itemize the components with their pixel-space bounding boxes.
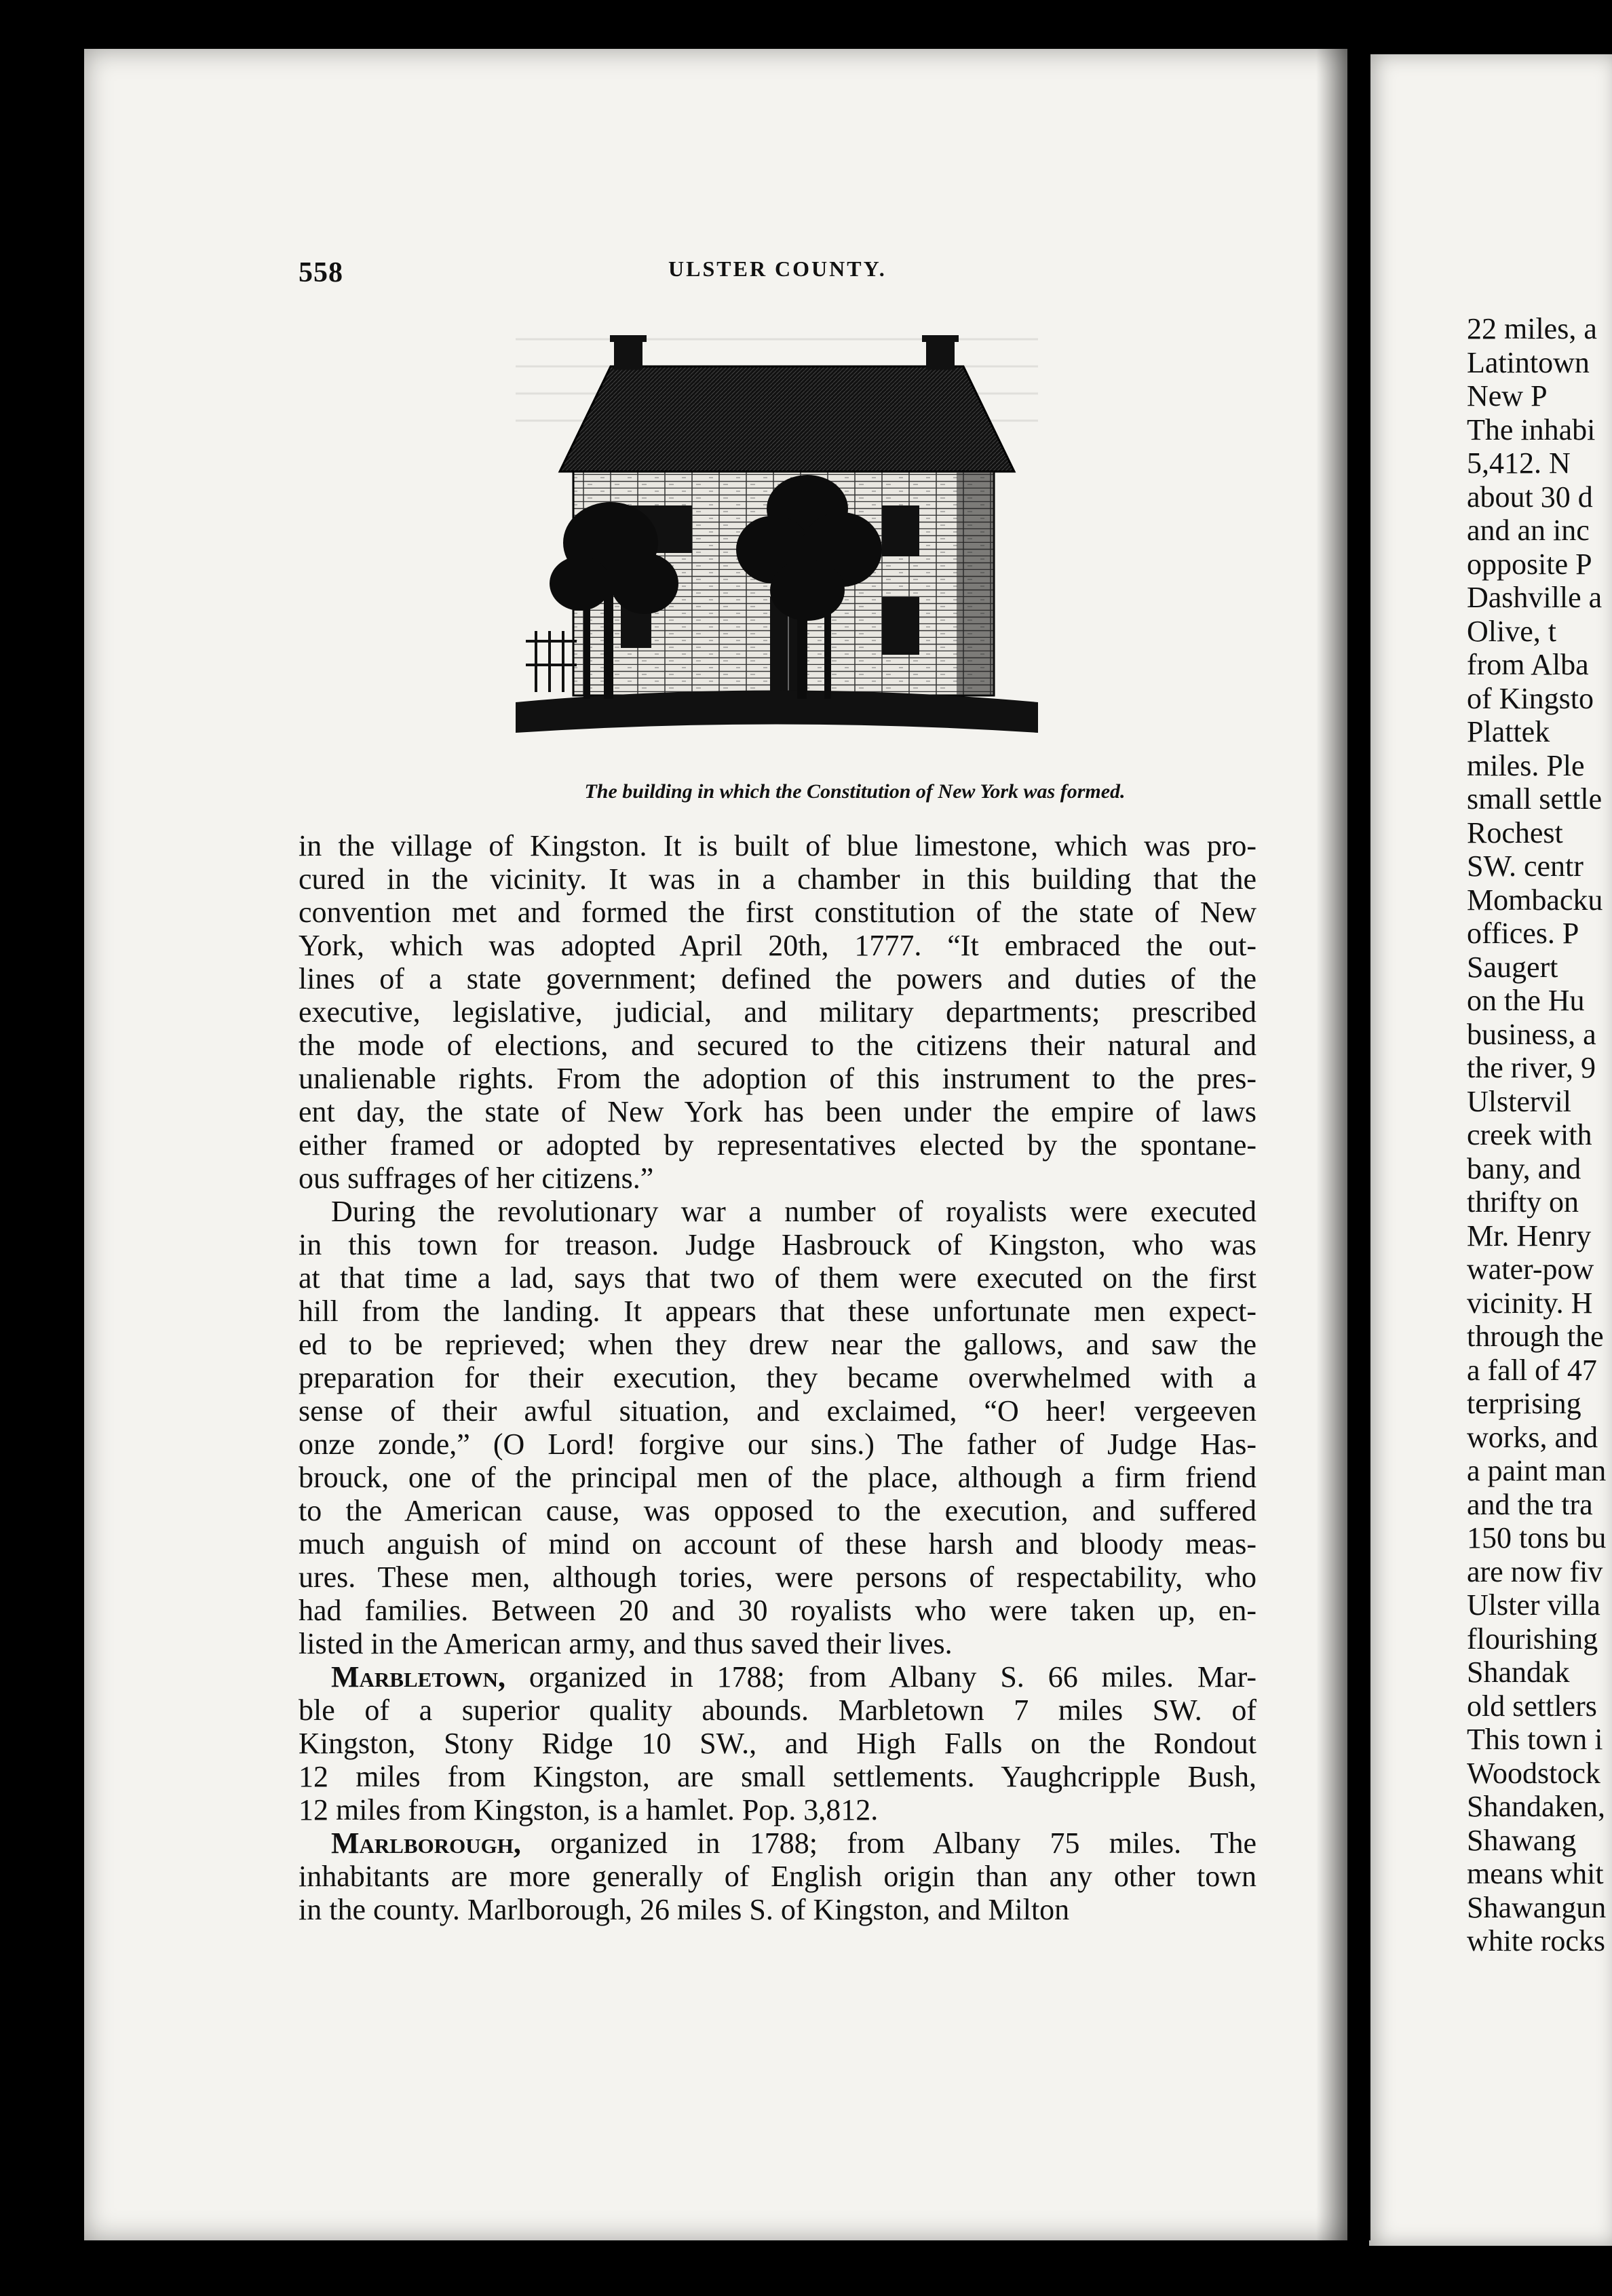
right-page-line: through the [1467, 1320, 1604, 1353]
text-line: York, which was adopted April 20th, 1777. “It embraced the out- [299, 929, 1256, 962]
text-line: convention met and formed the first constitution of the state of New [299, 896, 1256, 929]
marbletown-entry-line [299, 1660, 1256, 1694]
right-page-line: business, a [1467, 1017, 1596, 1051]
text-line: much anguish of mind on account of these harsh and bloody meas- [299, 1527, 1256, 1561]
text-line: had families. Between 20 and 30 royalists who were taken up, en- [299, 1594, 1256, 1627]
right-page-line: a paint man [1467, 1454, 1607, 1487]
text-line: hill from the landing. It appears that these unfortunate men expect- [299, 1295, 1256, 1328]
right-page-line: Shawangun [1467, 1890, 1607, 1924]
right-page-line: bany, and [1467, 1151, 1581, 1185]
right-page-line: old settlers [1467, 1689, 1597, 1723]
right-page-line: Ulstervil [1467, 1084, 1571, 1118]
right-page-line: SW. centr [1467, 849, 1584, 883]
right-page-line: Saugert [1467, 950, 1558, 984]
right-page-line: opposite P [1467, 547, 1592, 581]
text-line: ble of a superior quality abounds. Marbletown 7 miles SW. of [299, 1694, 1256, 1727]
text-line: in this town for treason. Judge Hasbrouck of Kingston, who was [299, 1228, 1256, 1261]
text-line: brouck, one of the principal men of the place, although a firm friend [299, 1461, 1256, 1494]
right-page-line: New P [1467, 379, 1548, 413]
text-line: inhabitants are more generally of English origin than any other town [299, 1860, 1256, 1893]
right-page-line: Latintown [1467, 345, 1590, 379]
right-page-line: Shandak [1467, 1656, 1570, 1689]
right-page-line: on the Hu [1467, 984, 1585, 1017]
text-span: organized in 1788; from Albany 75 miles. The [550, 1826, 1257, 1860]
body-text [299, 829, 1256, 1926]
right-page-line: means whit [1467, 1857, 1604, 1890]
text-line: unalienable rights. From the adoption of this instrument to the pres- [299, 1062, 1256, 1095]
gutter-shadow [1316, 49, 1370, 2240]
right-page-line: Mombacku [1467, 883, 1603, 917]
text-line: at that time a lad, says that two of them were executed on the first [299, 1261, 1256, 1295]
text-line: listed in the American army, and thus saved their lives. [299, 1627, 953, 1660]
text-line: ures. These men, although tories, were persons of respectability, who [299, 1561, 1256, 1594]
text-line: 12 miles from Kingston, are small settlements. Yaughcripple Bush, [299, 1760, 1256, 1793]
right-page-line: Shawang [1467, 1823, 1577, 1857]
right-page-line: Rochest [1467, 816, 1563, 849]
running-head: ULSTER COUNTY. [668, 256, 887, 281]
right-page-line: vicinity. H [1467, 1286, 1593, 1320]
text-line: cured in the vicinity. It was in a chamber in this building that the [299, 862, 1256, 896]
right-page-line: Woodstock [1467, 1756, 1600, 1790]
right-page-line: This town i [1467, 1723, 1603, 1756]
text-line: in the county. Marlborough, 26 miles S. of Kingston, and Milton [299, 1893, 1070, 1926]
right-page-line: Mr. Henry [1467, 1219, 1592, 1252]
text-line: ed to be reprieved; when they drew near the gallows, and saw the [299, 1328, 1256, 1361]
marbletown-heading: Marbletown, [331, 1660, 505, 1694]
right-page-line: Plattek [1467, 715, 1550, 748]
text-line: ous suffrages of her citizens.” [299, 1162, 654, 1195]
text-line: ent day, the state of New York has been under the empire of laws [299, 1095, 1256, 1128]
right-page-line: 22 miles, a [1467, 312, 1597, 345]
right-page-line: 5,412. N [1467, 446, 1571, 480]
text-line: the mode of elections, and secured to the citizens their natural and [299, 1029, 1256, 1062]
right-page-line: are now fiv [1467, 1554, 1603, 1588]
right-page-line: miles. Ple [1467, 748, 1585, 782]
right-page-line: The inhabi [1467, 413, 1596, 446]
text-line: preparation for their execution, they became overwhelmed with a [299, 1361, 1256, 1394]
right-page-line: offices. P [1467, 917, 1579, 950]
right-page-line: creek with [1467, 1118, 1592, 1151]
text-line: During the revolutionary war a number of royalists were executed [331, 1195, 1256, 1228]
figure-caption: The building in which the Constitution of New York was formed. [584, 780, 1126, 803]
right-page-line: from Alba [1467, 648, 1589, 681]
text-line: sense of their awful situation, and exclaimed, “O heer! vergeeven [299, 1394, 1256, 1428]
right-page-line: water-pow [1467, 1252, 1594, 1286]
text-line: executive, legislative, judicial, and military departments; prescribed [299, 995, 1256, 1029]
text-line: to the American cause, was opposed to the execution, and suffered [299, 1494, 1256, 1527]
right-page-line: of Kingsto [1467, 681, 1594, 715]
text-line: onze zonde,” (O Lord! forgive our sins.) The father of Judge Has- [299, 1428, 1256, 1461]
right-page-line: 150 tons bu [1467, 1521, 1607, 1554]
right-page-line: and an inc [1467, 514, 1590, 547]
stone-building-illustration [516, 326, 1038, 760]
text-line: lines of a state government; defined the powers and duties of the [299, 962, 1256, 995]
marlborough-heading: Marlborough, [331, 1826, 521, 1860]
text-line: 12 miles from Kingston, is a hamlet. Pop. 3,812. [299, 1793, 879, 1826]
right-page-line: Olive, t [1467, 614, 1556, 648]
right-page-line: white rocks [1467, 1924, 1606, 1957]
right-page-line: the river, 9 [1467, 1051, 1596, 1084]
marlborough-entry-line [299, 1826, 1256, 1860]
right-page-text [1467, 312, 1612, 1958]
text-line: Kingston, Stony Ridge 10 SW., and High Falls on the Rondout [299, 1727, 1256, 1760]
right-page-line: works, and [1467, 1420, 1598, 1454]
right-page-line: flourishing [1467, 1622, 1598, 1656]
text-line: in the village of Kingston. It is built of blue limestone, which was pro- [299, 829, 1256, 862]
right-page-line: a fall of 47 [1467, 1353, 1597, 1387]
right-page-line: and the tra [1467, 1487, 1593, 1521]
right-page-line: terprising [1467, 1387, 1581, 1420]
right-page-line: Ulster villa [1467, 1588, 1600, 1622]
right-page-line: thrifty on [1467, 1185, 1579, 1219]
right-page-line: Dashville a [1467, 581, 1603, 614]
right-page-line: small settle [1467, 782, 1603, 816]
text-line: either framed or adopted by representatives elected by the spontane- [299, 1128, 1256, 1162]
right-page-line: Shandaken, [1467, 1790, 1606, 1823]
page-number: 558 [299, 257, 343, 288]
text-span: organized in 1788; from Albany S. 66 miles. Mar- [529, 1660, 1256, 1694]
right-page-line: about 30 d [1467, 480, 1593, 514]
